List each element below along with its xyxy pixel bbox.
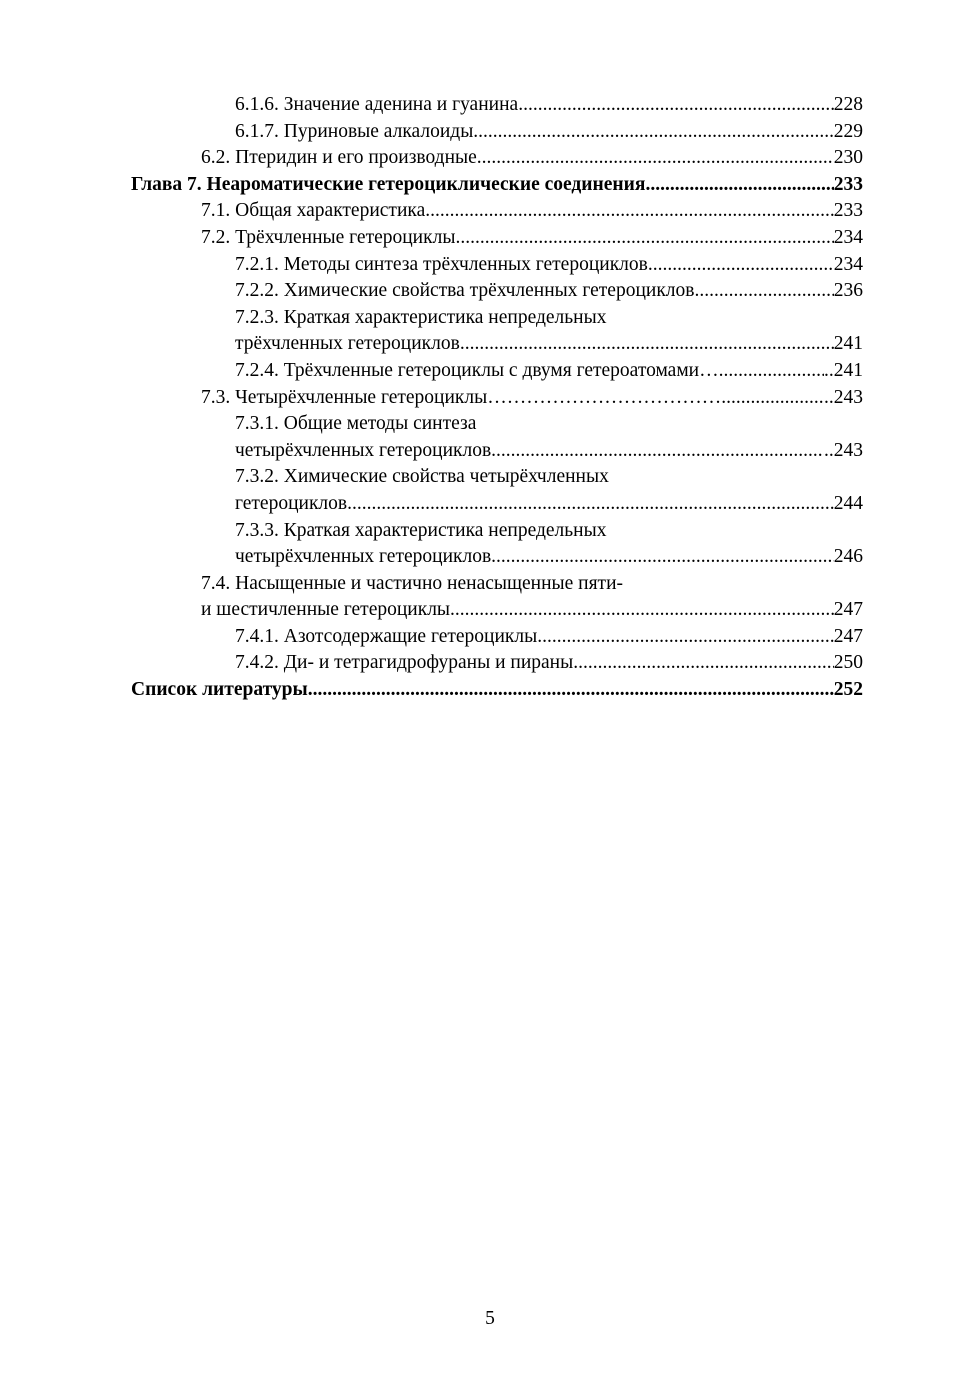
toc-entry <box>131 358 863 385</box>
toc-entry-title: Список литературы <box>131 679 308 701</box>
toc-entry-title: 7.2.1. Методы синтеза трёхчленных гетероциклов <box>235 253 648 275</box>
toc-entry-page: 230 <box>833 147 863 169</box>
toc-leader-dots <box>537 624 834 651</box>
toc-leader-dots <box>460 331 834 358</box>
toc-entry <box>131 438 863 465</box>
toc-leader-dots <box>455 225 833 252</box>
toc-entry-title: 7.2.3. Краткая характеристика непредельных <box>235 306 607 328</box>
page-number: 5 <box>485 1308 495 1329</box>
toc-entry-page: 244 <box>833 492 863 514</box>
toc-entry-page: 247 <box>833 625 863 647</box>
toc-entry <box>131 464 863 491</box>
toc-entry-page: 252 <box>833 679 863 701</box>
toc-entry-title: 7.2.2. Химические свойства трёхчленных гетероциклов <box>235 280 695 302</box>
toc-leader-dots <box>450 597 834 624</box>
toc-entry <box>131 172 863 199</box>
toc-leader-dots <box>473 119 833 146</box>
toc-entry-page: ..241 <box>824 359 863 381</box>
toc-entry <box>131 225 863 252</box>
toc-entry-title: 7.4. Насыщенные и частично ненасыщенные пяти- <box>201 572 624 594</box>
toc-entry <box>131 571 863 598</box>
toc-entry-title: 7.3.2. Химические свойства четырёхчленных <box>235 466 609 488</box>
toc-leader-dots <box>491 438 824 465</box>
toc-entry-title: 6.1.6. Значение аденина и гуанина <box>235 94 519 115</box>
toc-entry <box>131 650 863 677</box>
toc-leader-dots <box>425 198 834 225</box>
toc-leader-dots <box>308 677 834 704</box>
toc-entry-title: Глава 7. Неароматические гетероциклические соединения <box>131 173 646 195</box>
toc-entry-page: ..243 <box>824 439 863 461</box>
toc-entry <box>131 624 863 651</box>
toc-entry <box>131 518 863 545</box>
toc-entry <box>131 198 863 225</box>
toc-entry <box>131 411 863 438</box>
toc-entry <box>131 544 863 571</box>
toc-leader-dots <box>719 358 824 385</box>
toc-entry-page: 236 <box>833 280 863 302</box>
toc-entry-title: четырёхчленных гетероциклов <box>235 546 492 568</box>
toc-leader-dots <box>491 544 834 571</box>
toc-entry-page: 228 <box>833 94 863 115</box>
toc-entry-page: 234 <box>833 253 863 275</box>
toc-entry-title: 7.3.3. Краткая характеристика непредельных <box>235 519 607 541</box>
toc-entry-page: 233 <box>833 200 863 222</box>
toc-entry-title: 7.3.1. Общие методы синтеза <box>235 413 477 435</box>
toc-entry-title: 7.2.4. Трёхчленные гетероциклы с двумя гетероатомами… <box>235 359 719 381</box>
toc-entry <box>131 491 863 518</box>
toc-entry-title: и шестичленные гетероциклы <box>201 599 451 621</box>
toc-leader-dots <box>573 650 834 677</box>
toc-entry <box>131 119 863 146</box>
toc-entry-title: трёхчленных гетероциклов <box>235 333 460 355</box>
toc-entry-title: 6.2. Птеридин и его производные <box>201 147 477 169</box>
table-of-contents <box>131 92 863 704</box>
toc-entry-title: гетероциклов <box>235 492 348 514</box>
toc-leader-dots <box>645 172 833 199</box>
toc-entry-title: четырёхчленных гетероциклов <box>235 439 492 461</box>
toc-entry <box>131 385 863 412</box>
toc-entry <box>131 145 863 172</box>
toc-entry-page: 246 <box>833 546 863 568</box>
toc-entry <box>131 252 863 279</box>
toc-entry <box>131 331 863 358</box>
toc-leader-dots <box>721 385 824 412</box>
toc-entry <box>131 597 863 624</box>
toc-entry-title: 7.4.2. Ди- и тетрагидрофураны и пираны <box>235 652 574 674</box>
toc-entry-page: 234 <box>833 226 863 248</box>
toc-entry <box>131 92 863 119</box>
toc-leader-dots <box>518 92 834 119</box>
toc-entry-page: 229 <box>833 120 863 142</box>
toc-entry-title: 7.2. Трёхчленные гетероциклы <box>201 226 456 248</box>
toc-entry-page: 250 <box>833 652 863 674</box>
toc-leader-dots <box>347 491 834 518</box>
toc-leader-dots <box>648 252 834 279</box>
toc-entry-page: 241 <box>833 333 863 355</box>
toc-entry-page: ..243 <box>824 386 863 408</box>
toc-entry-title: 7.3. Четырёхчленные гетероциклы……………………………… <box>201 386 722 408</box>
toc-entry-title: 7.1. Общая характеристика <box>201 200 426 222</box>
toc-entry <box>131 305 863 332</box>
toc-entry <box>131 677 863 704</box>
toc-entry <box>131 278 863 305</box>
toc-entry-title: 6.1.7. Пуриновые алкалоиды <box>235 120 474 142</box>
toc-entry-page: 233 <box>833 173 863 195</box>
toc-entry-title: 7.4.1. Азотсодержащие гетероциклы <box>235 625 538 647</box>
toc-entry-page: 247 <box>833 599 863 621</box>
toc-leader-dots <box>477 145 834 172</box>
toc-leader-dots <box>695 278 834 305</box>
